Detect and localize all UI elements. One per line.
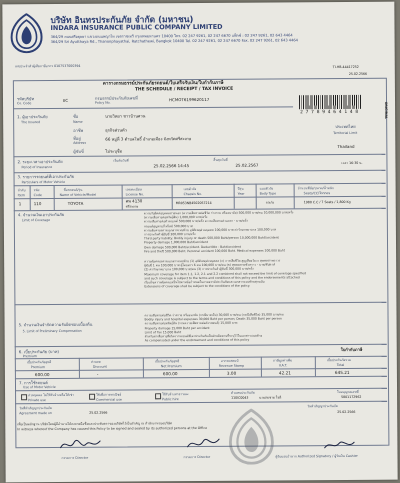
- territory-thailand: Thailand: [337, 143, 355, 150]
- coverage-line: รถยนต์สูญหาย/ไฟไหม้ 500,000 บาท: [143, 223, 193, 229]
- authorized-signature: [321, 438, 357, 452]
- period-label: 2. ระยะเวลาเอาประกันภัย: [17, 158, 63, 165]
- vehicle-col-body: แบบตัวถัง: [259, 186, 274, 191]
- use-section-label: 7. การใช้รถยนต์: [18, 380, 48, 386]
- period-from-value: 25.02.2566 14:45: [153, 163, 190, 169]
- net-premium-value: 600.00: [162, 371, 178, 377]
- company-name-thai: บริษัท อินทรประกันภัย จำกัด (มหาชน): [50, 15, 194, 27]
- vehicle-col-name-en: Name of Vehicle/Model: [59, 192, 97, 197]
- preliminary-line: Limit of Tax 15,000 Baht: [144, 329, 182, 335]
- total-premium-value: 645.21: [334, 369, 350, 376]
- coverage-line: การประกันตัวผู้ขับขี่ 300,000 บาท/ครั้ง: [143, 232, 196, 237]
- insured-section-label: 1. ผู้เอาประกันภัย: [17, 114, 48, 120]
- coverage-line: Extensions of coverage shall be subject to the conditions of the policy.: [144, 283, 251, 289]
- coverage-section-label: 4. จำนวนเงินเอาประกันภัย: [17, 211, 65, 218]
- witness-text-english: In witness whereof the Company has caused this Policy to be signed and sealed by its authorized persons at the Office: [17, 425, 208, 432]
- co-code-label-en: Co. Code: [17, 101, 32, 106]
- coverage-line: (ความเสียหายต่อทรัพย์สิน) 1,000,000 บาท/ครั้ง: [143, 215, 208, 220]
- name-label-en: Name: [73, 119, 83, 124]
- use-commercial-option-en: Commercial use: [96, 397, 122, 402]
- vehicle-col-license: เลขทะเบียน: [125, 187, 142, 192]
- coverage-line: Own damage 500,000 Baht/accident. Deductible - Baht/accident: [144, 244, 241, 250]
- issue-date-value: 25.02.2566: [337, 409, 356, 415]
- issue-date-label: วันทำสัญญาประกันภัย: [307, 404, 338, 409]
- premium-col-stamp: อากรแสตมป์: [220, 358, 239, 363]
- agent-number: 110IC0043: [231, 395, 249, 400]
- policy-no-label: กรมธรรม์ประกันภัยเลขที่: [94, 95, 138, 101]
- coverage-line: (2) ค่ารักษาพยาบาล 100,000 บาท/คน (3) การประกันตัวผู้ขับขี่ 300,000 บาท/ครั้ง: [144, 267, 254, 272]
- vehicle-col-chassis: เลขตัวถัง: [183, 187, 197, 192]
- approve-date-value: 25.02.2566: [89, 410, 108, 415]
- vehicle-col-year: ปีรุ่น: [237, 186, 244, 191]
- signer-3-label: ผู้รับมอบอำนาจ Authorized Signatory / ผู้รับเงิน Cashier: [275, 453, 358, 459]
- signer-2-label: กรรมการ Director: [183, 454, 211, 460]
- company-address-thai: 364/29 ถนนศรีอยุธยา แขวงถนนพญาไท เขตราชเทวี กรุงเทพมหานคร 10400 โทร. 02 247 9261, 02 247 6670 แฟ็กซ์ : 02 247 9261, 02 643 4464: [50, 33, 293, 40]
- director-signature-2: [183, 433, 223, 453]
- premium-col-stamp-en: Revenue Stamp: [218, 363, 245, 368]
- vehicle-col-item: ลำดับ: [17, 188, 26, 193]
- indara-logo-icon: [10, 13, 42, 53]
- coverage-line: Maximum coverage for item 1.1, 1.2, 2.1 and 2.2 combined shall not exceed the limit of coverage specified: [144, 270, 306, 276]
- premium-col-discount-en: Discount: [92, 364, 107, 369]
- license-label: ใบอนุญาตเลขที่: [337, 389, 359, 395]
- preliminary-line: As compensated under the endorsement and conditions of this policy: [144, 337, 250, 343]
- vehicle-section-label: 3. รายการรถยนต์ที่เอาประกันภัย: [17, 173, 75, 180]
- vehicle-col-body-en: Body Type: [259, 191, 277, 196]
- preliminary-text-block: [144, 312, 380, 343]
- approve-date-label: วันที่ทำสัญญาประกันภัย: [19, 406, 52, 411]
- barcode-number: 2 7 7 8 9 4 6 4 1 4 8: [300, 109, 359, 116]
- preliminary-section-label-en: 5. Limit of Preliminary Compensation: [22, 328, 82, 334]
- witness-text-thai: เพื่อเป็นหลักฐาน บริษัทโดยผู้มีอำนาจได้ลงลายมือชื่อและประทับตราของบริษัทไว้เป็นสำคัญ ณ สำนักงานของบริษัท: [17, 421, 173, 427]
- premium-value: 600.00: [34, 372, 50, 378]
- vehicle-col-year-en: Year: [237, 191, 245, 196]
- coverage-line: Fire and theft 500,000 Baht. Personal accident 100,000 Baht. Medical expenses 100,000 Baht: [144, 248, 285, 254]
- address-label: ที่อยู่: [73, 135, 81, 141]
- premium-section-label-en: Premium: [22, 354, 37, 359]
- vehicle-row-license: ศพ 4130: [125, 198, 143, 204]
- vehicle-col-seats-en: Seats/CC/Tonnes: [303, 191, 331, 196]
- premium-section-label: 6. เบี้ยประกันภัย (บาท): [18, 348, 59, 355]
- territory-value: ประเทศไทย: [335, 123, 356, 130]
- address-label-en: Address: [73, 140, 87, 145]
- occupation-label: อาชีพ: [73, 127, 84, 133]
- use-hire-option-en: Public hire: [162, 397, 179, 402]
- coverage-line: ผู้ขับขี่ 1 คน 100,000 บาท ผู้โดยสาร 6 คน 100,000 บาท/คน (ข) ทุพพลภาพชั่วคราว - บาท/สัปดาห์: [144, 262, 276, 268]
- vat-value: 42.21: [278, 370, 291, 376]
- coverage-line: เงื่อนไขความคุ้มครองเป็นไปตามข้อกำหนดในกรมธรรม์ประกันภัยและเอกสารแนบท้ายทุกฉบับ: [144, 279, 265, 285]
- period-label-en: Period of Insurance: [21, 165, 53, 170]
- driver-label: ผู้ขับขี่: [73, 148, 84, 154]
- agent-label: ตัวแทนประกันภัย: [231, 390, 255, 395]
- coverage-text-block-2: [144, 258, 380, 289]
- vehicle-col-code: รหัส: [33, 188, 40, 193]
- premium-col-total: เบี้ยประกันภัยรวม: [326, 357, 351, 363]
- premium-col-net-en: Net Premium: [160, 364, 182, 369]
- vehicle-row-body: รถเก๋ง: [265, 200, 274, 205]
- use-hire-option: ใช้รับจ้างสาธารณะ: [162, 392, 189, 397]
- use-commercial-option: ใช้เพื่อการพาณิชย์: [96, 392, 122, 397]
- coverage-line: ความคุ้มครองตามเอกสารแนบท้าย (1) อุบัติเหตุส่วนบุคคล (ก) การเสียชีวิต สูญเสียอวัยวะ ทุพพลภาพถาวร: [144, 258, 281, 264]
- vehicle-row-chassis: MR053NB4502057214: [175, 200, 212, 206]
- coverage-text-block-1: [144, 210, 380, 254]
- tax-invoice-title: ใบกำกับภาษี: [340, 346, 363, 353]
- co-code-value: IIC: [62, 97, 69, 103]
- premium-col-premium-en: Premium: [30, 365, 46, 370]
- policy-no-label-en: Policy No.: [95, 100, 111, 105]
- document-title-thai: ตารางกรมธรรม์ประกันภัยรถยนต์/ใบเสร็จรับเงิน/ใบกำกับภาษี: [102, 80, 224, 87]
- period-to-value: 25.02.2567: [235, 162, 259, 168]
- vehicle-row-item: 1: [18, 201, 22, 207]
- license-number: 5801172962: [341, 394, 362, 400]
- territory-label: Territorial Limit: [333, 130, 358, 136]
- preliminary-line: ความเสียหายต่อชีวิต ร่างกาย หรืออนามัย (กรณีบาดเจ็บ) 30,000 บาท/คน (กรณีเสียชีวิต) 35,000 บาท/คน: [144, 312, 284, 318]
- vehicle-section-label-en: Particulars of Motor Vehicle: [21, 179, 66, 185]
- document-title-english: THE SCHEDULE / RECEIPT / TAX INVOICE: [134, 86, 234, 93]
- use-private-checkbox: [21, 394, 27, 400]
- vehicle-col-chassis-en: Chassis No.: [183, 191, 203, 197]
- use-private-option-en: Private use: [28, 398, 46, 403]
- branch-code: TI-HB-44417252: [332, 64, 359, 70]
- discount-value: -: [96, 371, 99, 377]
- company-seal-icon: [227, 408, 275, 464]
- company-name-english: INDARA INSURANCE PUBLIC COMPANY LIMITED: [50, 22, 223, 33]
- premium-col-total-en: Total: [336, 362, 345, 368]
- premium-col-premium: เบี้ยประกันภัยสุทธิ: [26, 360, 52, 365]
- coverage-line: Third party liability: Bodily injury or death 500,000 Baht/person 10,000,000 Baht/accident: [143, 235, 279, 241]
- vehicle-col-code-en: Code: [33, 193, 42, 198]
- preliminary-section-label: 5. จำนวนเงินจำกัดความรับผิดชอบเบื้องต้น: [18, 321, 93, 328]
- premium-col-net: เบี้ยประกันภัยสุทธิ: [154, 359, 180, 364]
- insured-section-label-en: The Insured: [21, 120, 40, 125]
- vehicle-row-seats: 1980 C.C / 7 Seats / 1,800 Kg: [303, 199, 351, 205]
- name-label: ชื่อ: [73, 113, 79, 119]
- use-commercial-checkbox: [89, 394, 95, 400]
- vehicle-col-license-en: License No.: [125, 192, 145, 197]
- director-signature-1: [57, 436, 103, 454]
- preliminary-line: Property damage 15,000 Baht per accident: [144, 325, 210, 330]
- vehicle-row-code: 110: [33, 201, 42, 207]
- original-label: ORIGINAL: [384, 101, 389, 120]
- company-address: [51, 33, 391, 45]
- co-code-label: รหัสบริษัท: [16, 96, 35, 102]
- policy-barcode: [299, 95, 361, 109]
- coverage-line: ความรับผิดต่อบุคคลภายนอก (ความเสียหายต่อชีวิต ร่างกาย หรืออนามัย) 500,000 บาท/คน 10,000,000 บาท/ครั้ง: [143, 210, 294, 216]
- period-to-label: สิ้นสุดวันที่: [213, 157, 228, 162]
- vehicle-col-seats: จำนวนที่นั่ง/ขนาด/น้ำหนัก: [297, 186, 334, 191]
- coverage-section-label-en: Limit of Coverage: [21, 218, 51, 223]
- insured-address: 66 หมู่ที่ 3 ตำบลโพธิ์ อำเภอเมือง จังหวัดศรีสะเกษ: [105, 136, 192, 142]
- insured-name: นายวิทยา ชาวบ้านสวน: [105, 113, 146, 119]
- coverage-line: Property damage 1,000,000 Baht/accident: [143, 240, 208, 245]
- driver-value: ไม่ระบุชื่อ: [105, 148, 122, 154]
- top-date: 25.02.2566: [348, 71, 368, 76]
- period-time: เวลา 16:30 น.: [341, 160, 363, 166]
- vehicle-row-province: ศรีสะเกษ: [125, 204, 139, 209]
- period-from-label: เริ่มต้นวันที่: [113, 158, 129, 163]
- use-hire-checkbox: [155, 393, 161, 399]
- premium-col-vat: ภาษีมูลค่าเพิ่ม: [272, 358, 293, 363]
- vehicle-col-item-en: Item: [17, 193, 25, 198]
- preliminary-line: สำหรับค่าเสียหายที่เกิดจากรถยนต์ที่เอาประกันภัยเป็นฝ่ายผิดตามที่ระบุไว้ในเอกสารแนบท้าย: [144, 333, 263, 339]
- preliminary-line: ความเสียหายต่อทรัพย์สิน (รวมความเสียหายต่อตัวรถยนต์) 15,000 บาท: [144, 321, 238, 326]
- approve-date-label-en: Agreement made on: [19, 411, 52, 416]
- occupation-value: ธุรกิจส่วนตัว: [105, 127, 127, 133]
- vehicle-row-name: TOYOTA: [67, 200, 84, 206]
- agent-name: นายสมชาย ใจดี: [259, 395, 282, 400]
- company-address-english: 364/29 Sri Ayutthaya Rd., Thanonphayathai, Ratchathewi, Bangkok 10400 Tel. 02 247 9261, 02 247 6670 Fax. 02 247 9261, 02 643 4464: [50, 37, 298, 44]
- vehicle-col-name: ชื่อรถยนต์/รุ่น: [63, 187, 83, 192]
- policy-number: HCMOT6199620117: [168, 96, 210, 103]
- use-private-option: ส่วนบุคคล ไม่ใช้รับจ้างหรือให้เช่า: [28, 392, 75, 398]
- tax-id: เลขประจำตัวผู้เสียภาษีอากร 0107537000394: [14, 63, 81, 69]
- coverage-line: ความเสียหายต่อตัวรถยนต์ 500,000 บาท/ครั้ง ความเสียหายส่วนแรก - บาท/ครั้ง: [143, 219, 248, 224]
- coverage-line: and such coverage is subject to the terms and conditions of this policy and the endorsements attached: [144, 275, 300, 281]
- stamp-value: 3.00: [226, 370, 237, 376]
- premium-col-discount: ส่วนลด: [90, 359, 101, 364]
- signer-1-label: กรรมการ Director: [61, 455, 89, 460]
- insurance-document: [2, 2, 397, 483]
- preliminary-line: Bodily injury and hospital expenses 30,000 Baht per person; Death 35,000 Baht per person: [144, 316, 282, 322]
- premium-col-vat-en: V.A.T.: [278, 363, 288, 368]
- coverage-line: ความคุ้มครองตามเอกสารแนบท้าย อุบัติเหตุส่วนบุคคล 100,000 บาท ค่ารักษาพยาบาล 100,000 บาท: [143, 227, 277, 233]
- use-section-label-en: Use of Motor Vehicle: [22, 385, 56, 390]
